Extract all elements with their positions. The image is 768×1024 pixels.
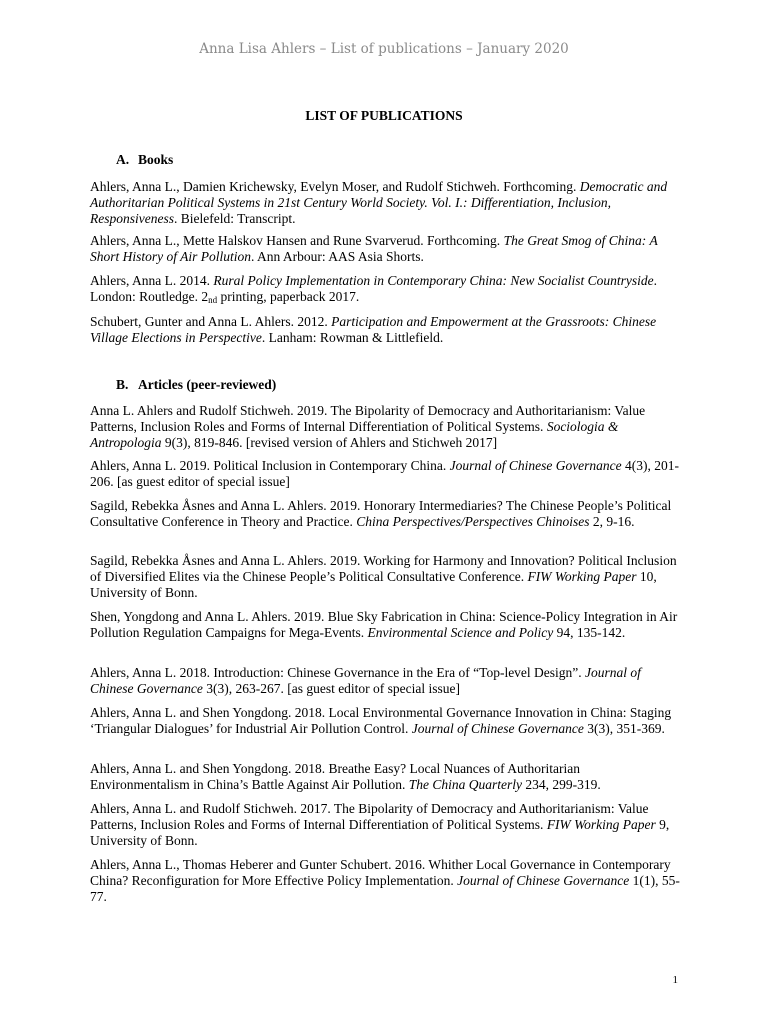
section-letter: B. (116, 377, 129, 392)
entry-text: 94, 135-142. (553, 625, 626, 640)
entry-text: 9, University of Bonn. (90, 817, 670, 848)
article-entry (90, 857, 680, 905)
entry-text: Ahlers, Anna L. 2018. Introduction: Chinese Governance in the Era of “Top-level Design”. (90, 665, 586, 680)
entry-text: . Bielefeld: Transcript. (173, 211, 296, 226)
section-title: Books (138, 152, 174, 167)
italic-title: Rural Policy Implementation in Contemporary China: New Socialist Countryside (213, 273, 654, 288)
entry-text: . Ann Arbour: AAS Asia Shorts. (251, 249, 424, 264)
italic-title: Journal of Chinese Governance (449, 458, 622, 473)
entry-text: Ahlers, Anna L., Mette Halskov Hansen and Rune Svarverud. Forthcoming. (90, 233, 504, 248)
entry-text: Anna L. Ahlers and Rudolf Stichweh. 2019. The Bipolarity of Democracy and Authoritarianism: Value Patterns, Inclusion Roles and Forms of Internal Differentiation of Political Systems. (90, 403, 646, 434)
entry-text: 1(1), 55-77. (90, 873, 680, 904)
article-entry (90, 761, 680, 793)
article-entry (90, 609, 680, 641)
document-title: LIST OF PUBLICATIONS (305, 108, 463, 123)
page-number: 1 (672, 974, 678, 986)
entry-text: Ahlers, Anna L. and Shen Yongdong. 2018. Local Environmental Governance Innovation in China: Staging ‘Triangular Dialogues’ for Industrial Air Pollution Control. (90, 705, 672, 736)
book-entry (90, 233, 680, 265)
article-entry (90, 458, 680, 490)
entry-text: 9(3), 819-846. [revised version of Ahlers and Stichweh 2017] (161, 435, 498, 450)
entry-text: 10, University of Bonn. (90, 569, 657, 600)
italic-title: The Great Smog of China: A Short History of Air Pollution (90, 233, 658, 264)
section-letter: A. (116, 152, 130, 167)
italic-title: FIW Working Paper (546, 817, 656, 832)
entry-text: Sagild, Rebekka Åsnes and Anna L. Ahlers. 2019. Honorary Intermediaries? The Chinese People’s Political Consultative Conference in Theory and Practice. (90, 498, 672, 529)
book-entry (90, 179, 680, 227)
italic-title: FIW Working Paper (527, 569, 637, 584)
entry-text: Ahlers, Anna L. 2014. (90, 273, 214, 288)
entry-text: 3(3), 351-369. (583, 721, 665, 736)
entry-text: 234, 299-319. (522, 777, 601, 792)
italic-title: Democratic and Authoritarian Political Systems in 21st Century World Society. Vol. I.: Differentiation, Inclusion, Responsiveness (90, 179, 668, 226)
italic-title: The China Quarterly (408, 777, 522, 792)
italic-title: China Perspectives/Perspectives Chinoises (356, 514, 590, 529)
section-title: Articles (peer-reviewed) (138, 377, 277, 392)
entry-text: Ahlers, Anna L. 2019. Political Inclusion in Contemporary China. (90, 458, 450, 473)
italic-title: Environmental Science and Policy (367, 625, 554, 640)
entry-text: Schubert, Gunter and Anna L. Ahlers. 2012. (90, 314, 332, 329)
italic-title: Journal of Chinese Governance (457, 873, 630, 888)
book-entry (90, 273, 680, 308)
italic-title: Participation and Empowerment at the Grassroots: Chinese Village Elections in Perspective (90, 314, 657, 345)
section-heading-books (116, 152, 173, 168)
ordinal-suffix: nd (208, 295, 218, 305)
book-entry (90, 314, 680, 346)
article-entry (90, 498, 680, 530)
entry-text: Sagild, Rebekka Åsnes and Anna L. Ahlers. 2019. Working for Harmony and Innovation? Political Inclusion of Diversified Elites via the Chinese People’s Political Consultative Conference. (90, 553, 677, 584)
entry-text: . Lanham: Rowman & Littlefield. (261, 330, 444, 345)
entry-text: Ahlers, Anna L. and Rudolf Stichweh. 2017. The Bipolarity of Democracy and Authoritarianism: Value Patterns, Inclusion Roles and Forms of Internal Differentiation of Political Systems. (90, 801, 649, 832)
italic-title: Journal of Chinese Governance (411, 721, 584, 736)
running-header: Anna Lisa Ahlers – List of publications – January 2020 (199, 41, 569, 57)
entry-text: Ahlers, Anna L., Thomas Heberer and Gunter Schubert. 2016. Whither Local Governance in Contemporary China? Reconfiguration for More Effective Policy Implementation. (90, 857, 671, 888)
entry-text: printing, paperback 2017. (217, 289, 360, 304)
italic-title: Journal of Chinese Governance (90, 665, 641, 696)
entry-text: Shen, Yongdong and Anna L. Ahlers. 2019. Blue Sky Fabrication in China: Science-Policy Integration in Air Pollution Regulation Campaigns for Mega-Events. (90, 609, 678, 640)
entry-text: 2, 9-16. (589, 514, 635, 529)
article-entry (90, 801, 680, 849)
article-entry (90, 705, 680, 737)
section-heading-articles (116, 377, 276, 393)
entry-text: Ahlers, Anna L. and Shen Yongdong. 2018. Breathe Easy? Local Nuances of Authoritarian Environmentalism in China’s Battle Against Air Pollution. (90, 761, 581, 792)
italic-title: Sociologia & Antropologia (90, 419, 619, 450)
article-entry (90, 553, 680, 601)
entry-text: 3(3), 263-267. [as guest editor of special issue] (202, 681, 461, 696)
article-entry (90, 665, 680, 697)
entry-text: . London: Routledge. 2 (90, 273, 657, 304)
entry-text: Ahlers, Anna L., Damien Krichewsky, Evelyn Moser, and Rudolf Stichweh. Forthcoming. (90, 179, 580, 194)
entry-text: 4(3), 201-206. [as guest editor of special issue] (90, 458, 680, 489)
article-entry (90, 403, 680, 451)
